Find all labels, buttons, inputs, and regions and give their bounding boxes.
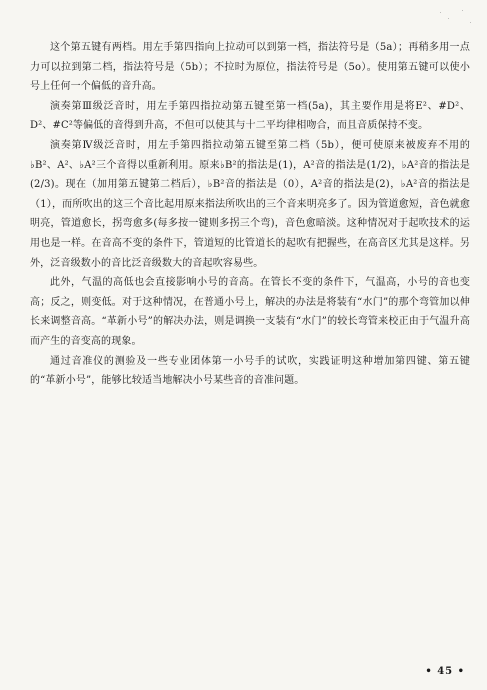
paragraph-temperature-effect: 此外，气温的高低也会直接影响小号的音高。在管长不变的条件下，气温高，小号的音也变高；反之，则变低。对于这种情况，在普通小号上，解决的办法是将装有“水门”的那个弯管加以伸长来调整音高。“革新小号”的解决办法，则是调换一支装有“水门”的较长弯管来校正由于气温升高而产生的音变高的现象。 — [30, 277, 470, 347]
paragraph-fourth-harmonic: 演奏第Ⅳ级泛音时，用左手第四指拉动第五键至第二档（5b），便可使原来被废弃不用的♭B²、A²、♭A²三个音得以重新利用。原来♭B²的指法是(1)，A²音的指法是(1/2)，♭A²音的指法是(2/3)。现在（加用第五键第二档后），♭B²音的指法是（0），A²音的指法是(2)，♭A²音的指法是（1），而所吹出的这三个音比起用原来指法所吹出的三个音来明亮多了。因为管道愈短，音色就愈明亮，管道愈长，拐弯愈多(每多按一键则多拐三个弯)，音色愈暗淡。这种情况对于起吹技术的运用也是一样。在音高不变的条件下，管道短的比管道长的起吹有把握些，在高音区尤其是这样。另外，泛音级数小的音比泛音级数大的音起吹容易些。 — [30, 139, 470, 269]
page-number: • 45 • — [425, 666, 465, 677]
paragraph-third-harmonic: 演奏第Ⅲ级泛音时，用左手第四指拉动第五键至第一档(5a)，其主要作用是将E²、#D²、D²、#C²等偏低的音得到升高，不但可以使其与十二平均律相吻合，而且音质保持不变。 — [30, 100, 470, 132]
paragraph-conclusion: 通过音准仪的测验及一些专业团体第一小号手的试吹，实践证明这种增加第四键、第五键的“革新小号”，能够比较适当地解决小号某些音的音准问题。 — [30, 355, 470, 387]
body-text — [30, 38, 470, 391]
scan-speck — [462, 10, 463, 11]
paragraph-fifth-key-positions: 这个第五键有两档。用左手第四指向上拉动可以到第一档，指法符号是（5a）；再稍多用一点力可以拉到第二档，指法符号是（5b）；不拉时为原位，指法符号是（5o）。使用第五键可以使小号上任何一个偏低的音升高。 — [30, 42, 470, 93]
scan-speck — [448, 18, 449, 19]
scan-speck — [470, 22, 471, 23]
scan-speck — [440, 12, 441, 13]
